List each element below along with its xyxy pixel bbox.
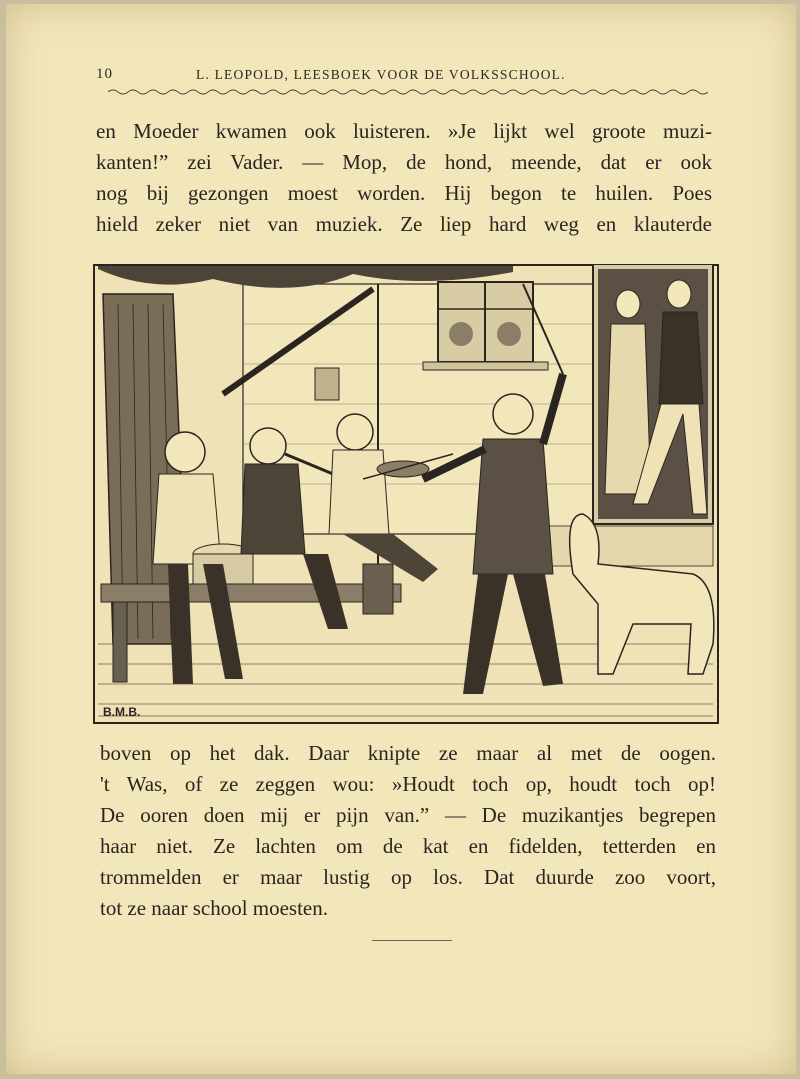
page-header: [96, 66, 716, 88]
text-line: en Moeder kwamen ook luisteren. »Je lijkt wel groote muzi-: [96, 119, 712, 143]
text-line: De ooren doen mij er pijn van.” — De muzikantjes begrepen: [100, 803, 716, 827]
illustration-signature: B.M.B.: [103, 705, 141, 719]
text-line: hield zeker niet van muziek. Ze liep hard weg en klauterde: [96, 212, 712, 236]
text-line: nog bij gezongen moest worden. Hij begon te huilen. Poes: [96, 181, 712, 205]
page-number: 10: [96, 66, 113, 82]
illustration-children-musicians: [93, 264, 719, 724]
section-end-rule: [372, 940, 452, 941]
text-line: kanten!” zei Vader. — Mop, de hond, meende, dat er ook: [96, 150, 712, 174]
text-line: tot ze naar school moesten.: [100, 896, 329, 920]
paragraph-bottom: [100, 738, 716, 924]
running-title: L. LEOPOLD, LEESBOEK VOOR DE VOLKSSCHOOL.: [196, 67, 566, 82]
paragraph-top: [96, 116, 712, 240]
text-line: 't Was, of ze zeggen wou: »Houdt toch op, houdt toch op!: [100, 772, 716, 796]
header-wavy-rule: [108, 88, 708, 96]
text-line: boven op het dak. Daar knipte ze maar al met de oogen.: [100, 741, 716, 765]
text-line: trommelden er maar lustig op los. Dat duurde zoo voort,: [100, 865, 716, 889]
text-line: haar niet. Ze lachten om de kat en fidelden, tetterden en: [100, 834, 716, 858]
